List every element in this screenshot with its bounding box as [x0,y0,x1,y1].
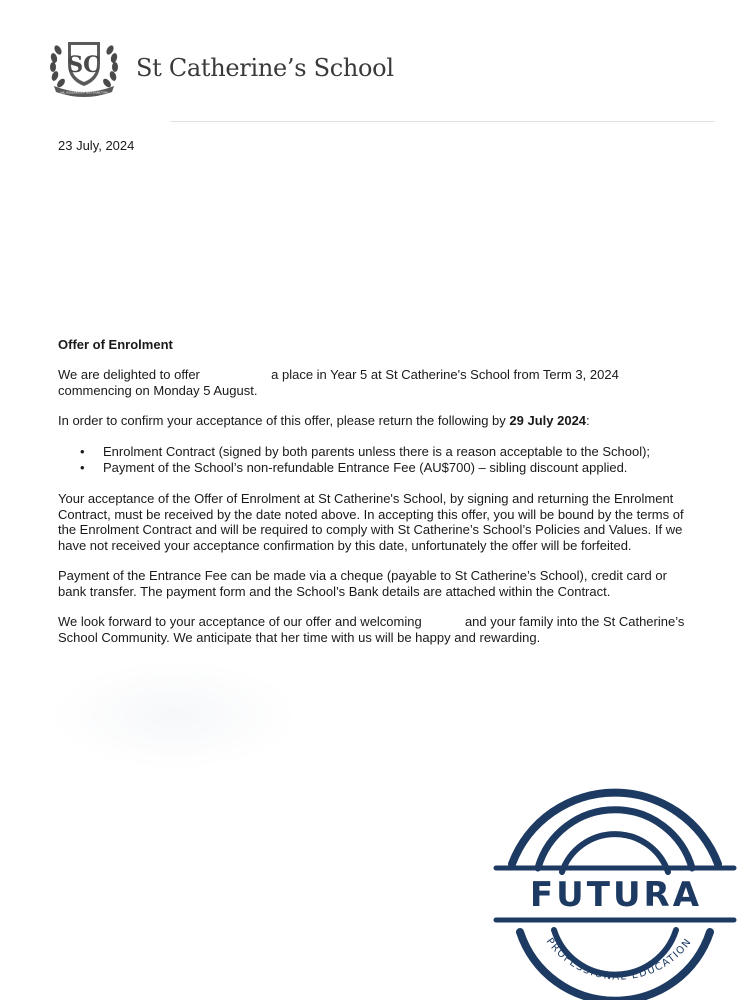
closing-text-line2: School Community. We anticipate that her time with us will be happy and rewarding. [58,629,541,645]
bullet-icon: • [80,460,85,475]
header-divider [170,121,715,122]
stamp-tagline: PROFESSIONAL EDUCATION [543,936,695,983]
bullet-icon: • [80,444,85,459]
payment-line: bank transfer. The payment form and the School’s Bank details are attached within the Contract. [58,583,611,599]
futura-stamp-logo [490,776,740,1000]
letter-heading: Offer of Enrolment [58,337,173,352]
school-name: St Catherine’s School [136,54,394,82]
acceptance-paragraph [58,491,708,553]
closing-text-before: We look forward to your acceptance of our offer and welcoming [58,614,426,629]
school-crest-icon [48,36,120,98]
confirm-text-before: In order to confirm your acceptance of this offer, please return the following by [58,413,510,428]
requirements-list [58,444,708,476]
list-item [58,460,708,476]
redacted-signature-area [50,660,300,770]
letterhead [48,36,448,100]
closing-text-after: and your family into the St Catherine’s [461,614,685,629]
offer-paragraph [58,367,708,398]
confirm-paragraph [58,413,708,429]
letter-date: 23 July, 2024 [58,138,135,153]
acceptance-line: Contract, must be received by the date noted above. In accepting this offer, you will be bound by the terms of [58,506,684,522]
offer-text-line2: commencing on Monday 5 August. [58,382,258,398]
acceptance-line: Your acceptance of the Offer of Enrolment at St Catherine's School, by signing and returning the Enrolment [58,491,674,506]
crest-monogram: SC [67,52,101,78]
list-item-text: Payment of the School’s non-refundable Entrance Fee (AU$700) – sibling discount applied. [103,460,628,475]
offer-text-after: a place in Year 5 at St Catherine's School from Term 3, 2024 [267,367,619,382]
crest-motto: NIL ASSERERUM NISI SANCTUM [60,90,108,95]
list-item [58,444,708,460]
payment-line: Payment of the Entrance Fee can be made via a cheque (payable to St Catherine’s School), credit card or [58,568,667,583]
stamp-brand: FUTURA [529,875,703,915]
acceptance-line: the Enrolment Contract and will be required to comply with St Catherine’s School’s Policies and Values. If we [58,522,683,537]
payment-paragraph [58,568,708,599]
acceptance-line: have not received your acceptance confirmation by this date, unfortunately the offer will be forfeited. [58,537,632,553]
confirm-deadline: 29 July 2024 [509,413,587,428]
confirm-text-after: : [586,413,590,428]
offer-text-before: We are delighted to offer [58,367,204,382]
closing-paragraph [58,614,708,645]
list-item-text: Enrolment Contract (signed by both parents unless there is a reason acceptable to the School); [103,444,651,459]
